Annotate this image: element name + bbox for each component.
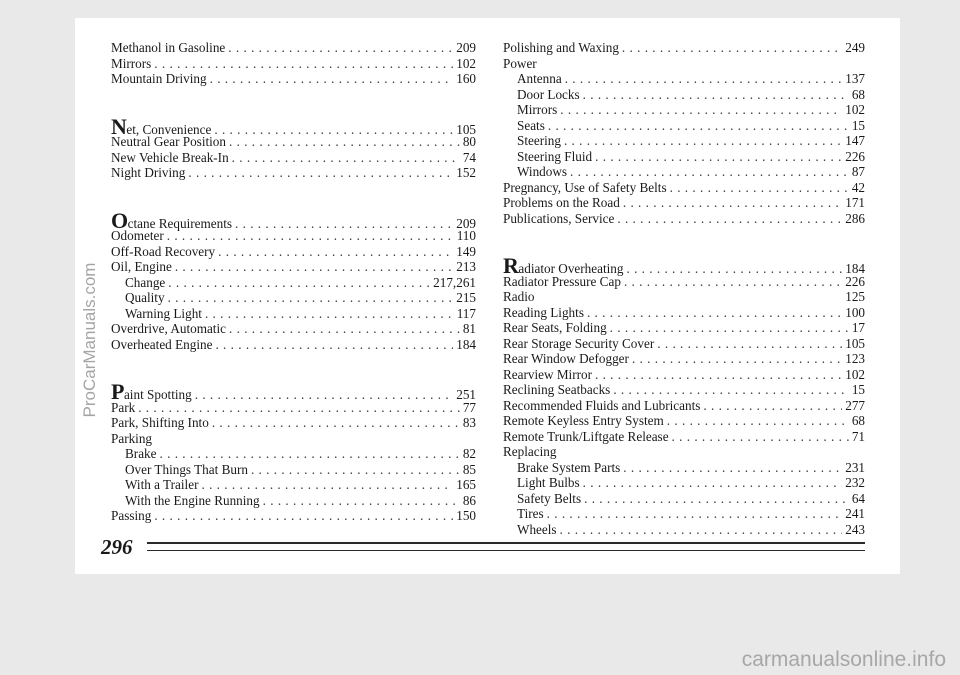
index-entry-label — [503, 351, 629, 367]
index-entry-page: 249 — [845, 40, 865, 55]
index-entry-page: 82 — [462, 446, 476, 461]
index-entry-text: Replacing — [503, 444, 557, 459]
index-entry — [111, 431, 476, 447]
index-entry-text: Park — [111, 399, 136, 415]
drop-cap-letter: R — [503, 253, 519, 278]
leader-dots — [703, 398, 842, 414]
index-entry — [111, 306, 476, 322]
index-entry-label — [517, 102, 557, 118]
index-entry-text: Mountain Driving — [111, 71, 207, 86]
index-entry-label — [111, 134, 226, 150]
index-entry — [503, 382, 865, 398]
index-entry — [503, 305, 865, 321]
index-entry — [111, 165, 476, 181]
index-entry — [503, 71, 865, 87]
index-entry — [503, 274, 865, 290]
leader-dots — [587, 305, 842, 321]
leader-dots — [154, 508, 453, 524]
index-entry-page: 87 — [851, 164, 865, 179]
index-entry-page: 232 — [845, 475, 865, 490]
index-entry — [111, 477, 476, 493]
index-entry-label — [503, 195, 620, 211]
leader-dots — [570, 164, 849, 180]
index-entry-page: 277 — [845, 397, 865, 413]
index-entry-page: 147 — [845, 133, 865, 148]
index-entry-text: Remote Keyless Entry System — [503, 413, 664, 428]
index-entry — [111, 493, 476, 509]
leader-dots — [218, 244, 453, 260]
index-group-m — [111, 40, 476, 87]
leader-dots — [167, 228, 454, 244]
index-entry-page: 102 — [845, 366, 865, 382]
leader-dots — [251, 462, 460, 478]
index-entry-label — [125, 306, 202, 322]
index-entry-label — [503, 40, 619, 56]
index-entry-label — [125, 290, 165, 306]
leader-dots — [560, 522, 843, 538]
index-entry-label — [503, 336, 654, 352]
index-entry-page: 102 — [456, 55, 476, 71]
index-entry-page: 137 — [845, 71, 865, 86]
index-entry-text: Warning Light — [125, 305, 202, 321]
index-entry-label — [111, 40, 225, 56]
manual-page — [75, 18, 900, 574]
index-entry-text: Radiator Pressure Cap — [503, 273, 621, 289]
index-entry-text: Rear Window Defogger — [503, 351, 629, 366]
leader-dots — [188, 165, 453, 181]
index-entry-text: Reading Lights — [503, 304, 584, 320]
index-entry — [503, 491, 865, 507]
index-entry — [503, 289, 865, 305]
index-entry-label — [111, 71, 207, 87]
leader-dots — [168, 290, 454, 306]
index-entry-label — [111, 150, 229, 166]
index-entry-text: Overdrive, Automatic — [111, 321, 226, 336]
index-group-p — [111, 379, 476, 524]
index-entry-page: 42 — [851, 179, 865, 195]
index-entry-label — [111, 228, 164, 244]
index-entry-label — [111, 508, 151, 524]
index-entry-text: Pregnancy, Use of Safety Belts — [503, 179, 667, 195]
leader-dots — [565, 71, 843, 87]
index-entry-label — [111, 259, 172, 275]
drop-cap-letter: O — [111, 207, 128, 233]
index-entry-text: Door Locks — [517, 86, 580, 102]
leader-dots — [595, 149, 842, 165]
bottom-watermark: carmanualsonline.info — [741, 648, 946, 671]
index-entry-page: 102 — [845, 102, 865, 117]
index-entry — [503, 102, 865, 118]
index-entry — [111, 40, 476, 56]
index-entry-label — [125, 493, 260, 509]
index-entry-label — [503, 211, 614, 227]
index-entry — [111, 508, 476, 524]
index-entry-label — [517, 87, 580, 103]
index-entry-text: Steering — [517, 133, 561, 148]
index-entry-text: Rear Seats, Folding — [503, 320, 607, 335]
index-entry-label — [517, 118, 545, 134]
index-entry-label — [111, 244, 215, 260]
index-entry-text: Neutral Gear Position — [111, 134, 226, 149]
index-entry — [111, 290, 476, 306]
index-entry-text: Polishing and Waxing — [503, 40, 619, 55]
index-entry — [111, 259, 476, 275]
index-entry-label — [111, 165, 185, 181]
index-entry — [503, 320, 865, 336]
index-entry — [503, 133, 865, 149]
index-entry-label — [503, 429, 669, 445]
index-entry-text: Rearview Mirror — [503, 366, 592, 382]
index-entry-page: 217,261 — [433, 274, 476, 290]
index-entry-text: Methanol in Gasoline — [111, 40, 226, 55]
index-entry-page: 123 — [845, 351, 865, 366]
index-entry — [111, 113, 476, 139]
index-entry-label — [517, 149, 592, 165]
index-entry-text: Park, Shifting Into — [111, 415, 209, 430]
leader-dots — [617, 211, 842, 227]
index-entry — [111, 56, 476, 72]
index-entry-label — [125, 462, 248, 478]
index-entry — [503, 211, 865, 227]
index-entry-label — [517, 475, 580, 491]
index-entry-label — [125, 477, 198, 493]
index-entry-text: Seats — [517, 117, 545, 133]
leader-dots — [657, 336, 842, 352]
index-entry-text: Steering Fluid — [517, 148, 593, 164]
index-entry — [111, 275, 476, 291]
index-entry-text: Tires — [517, 506, 544, 521]
index-entry — [111, 321, 476, 337]
index-entry-text: Safety Belts — [517, 490, 582, 506]
index-entry — [111, 337, 476, 353]
index-entry-label — [111, 337, 212, 353]
index-entry-text: et, Convenience — [126, 121, 212, 137]
index-entry-page: 83 — [462, 415, 476, 430]
index-entry-page: 68 — [851, 413, 865, 428]
index-column-left — [111, 40, 476, 524]
index-entry-label — [503, 289, 535, 305]
index-entry — [503, 336, 865, 352]
index-entry-text: Radio — [503, 289, 535, 304]
leader-dots — [232, 150, 460, 166]
index-entry-page: 152 — [456, 165, 476, 180]
index-entry — [111, 244, 476, 260]
index-entry-text: Light Bulbs — [517, 475, 580, 490]
index-entry-text: Recommended Fluids and Lubricants — [503, 397, 701, 413]
index-entry — [111, 150, 476, 166]
index-entry-label — [125, 446, 157, 462]
index-group-r — [503, 253, 865, 537]
leader-dots — [613, 382, 849, 398]
index-entry-text: Antenna — [517, 71, 562, 86]
leader-dots — [670, 180, 849, 196]
index-entry — [503, 87, 865, 103]
index-entry — [111, 415, 476, 431]
index-entry-text: New Vehicle Break-In — [111, 149, 229, 165]
index-entry-page: 17 — [851, 320, 865, 335]
index-entry-page: 81 — [462, 321, 476, 336]
index-entry-label — [517, 460, 620, 476]
page-number: 296 — [101, 535, 133, 559]
index-entry-page: 80 — [462, 134, 476, 149]
index-entry-text: Quality — [125, 290, 165, 305]
index-entry-label — [111, 400, 135, 416]
leader-dots — [595, 367, 842, 383]
footer-rule — [147, 542, 865, 551]
index-entry-text: Oil, Engine — [111, 259, 172, 274]
index-entry-label — [111, 56, 151, 72]
drop-cap-letter: P — [111, 379, 124, 404]
leader-dots — [263, 493, 460, 509]
index-entry-label — [517, 133, 561, 149]
index-entry-text: Reclining Seatbacks — [503, 382, 611, 397]
index-entry-text: Overheated Engine — [111, 336, 213, 352]
leader-dots — [623, 460, 842, 476]
leader-dots — [229, 321, 460, 337]
index-entry-page: 213 — [456, 259, 476, 274]
index-entry-label — [503, 398, 700, 414]
leader-dots — [667, 413, 849, 429]
index-entry — [503, 351, 865, 367]
index-entry-page: 226 — [845, 148, 865, 164]
index-entry — [111, 71, 476, 87]
index-entry-page: 68 — [851, 86, 865, 102]
index-entry-text: Mirrors — [517, 102, 558, 117]
index-entry-text: Passing — [111, 508, 152, 523]
index-entry — [111, 134, 476, 150]
drop-cap-letter: N — [111, 113, 127, 139]
leader-dots — [228, 40, 453, 56]
index-entry-page: 86 — [462, 492, 476, 508]
index-entry-page: 85 — [462, 461, 476, 477]
index-entry-label — [503, 320, 607, 336]
leader-dots — [632, 351, 842, 367]
index-entry-label — [111, 431, 152, 447]
index-entry-page: 110 — [456, 228, 476, 243]
index-entry-text: aint Spotting — [123, 387, 192, 402]
index-entry — [503, 164, 865, 180]
index-entry-label — [503, 382, 610, 398]
index-entry-page: 15 — [851, 382, 865, 397]
leader-dots — [610, 320, 849, 336]
index-entry-label — [125, 275, 165, 291]
index-entry-page: 226 — [845, 273, 865, 289]
index-entry — [503, 180, 865, 196]
index-entry — [503, 149, 865, 165]
leader-dots — [548, 118, 849, 134]
index-entry-label — [503, 274, 621, 290]
index-entry-label — [503, 367, 592, 383]
leader-dots — [210, 71, 454, 87]
leader-dots — [564, 133, 842, 149]
leader-dots — [584, 491, 849, 507]
leader-dots — [205, 306, 454, 322]
index-entry-page: 74 — [462, 149, 476, 165]
index-entry-page: 231 — [845, 459, 865, 475]
index-entry — [111, 400, 476, 416]
index-entry — [503, 413, 865, 429]
index-entry-text: adiator Overheating — [518, 261, 624, 276]
leader-dots — [624, 274, 842, 290]
index-entry-page: 165 — [456, 477, 476, 492]
index-entry-label — [517, 164, 567, 180]
leader-dots — [212, 415, 460, 431]
index-entry-label — [111, 321, 226, 337]
index-entry — [503, 118, 865, 134]
index-entry — [503, 40, 865, 56]
index-entry-label — [503, 180, 667, 196]
index-entry-text: Brake — [125, 446, 157, 461]
side-watermark: ProCarManuals.com — [80, 262, 99, 418]
index-entry-page: 105 — [456, 121, 476, 137]
index-entry-page: 184 — [845, 261, 865, 276]
index-entry-page: 215 — [456, 290, 476, 305]
index-entry-text: Night Driving — [111, 165, 186, 180]
index-entry — [111, 207, 476, 233]
leader-dots — [138, 400, 460, 416]
index-entry-page: 150 — [456, 508, 476, 523]
index-entry-text: Windows — [517, 164, 568, 179]
index-entry-text: Problems on the Road — [503, 195, 620, 210]
index-group-n — [111, 113, 476, 181]
index-entry-page: 15 — [851, 117, 865, 133]
index-entry-page: 71 — [851, 428, 865, 444]
index-entry-page: 286 — [845, 210, 865, 226]
leader-dots — [154, 56, 453, 72]
index-column-right — [503, 40, 865, 537]
index-entry — [503, 522, 865, 538]
index-entry-text: With a Trailer — [125, 477, 199, 492]
index-entry-label — [517, 71, 562, 87]
index-entry — [503, 429, 865, 445]
index-entry-page: 125 — [845, 289, 865, 304]
leader-dots — [560, 102, 842, 118]
index-entry-label — [503, 444, 556, 460]
index-entry-text: Wheels — [517, 521, 557, 537]
index-entry-text: Over Things That Burn — [125, 461, 248, 477]
index-entry-text: Off-Road Recovery — [111, 243, 216, 259]
index-entry-text: Change — [125, 274, 166, 290]
index-entry-label — [517, 522, 557, 538]
index-entry-label — [503, 56, 537, 72]
index-entry-text: Remote Trunk/Liftgate Release — [503, 428, 669, 444]
index-entry-text: Rear Storage Security Cover — [503, 335, 655, 351]
index-entry-page: 100 — [845, 304, 865, 320]
index-entry-text: ctane Requirements — [127, 215, 232, 231]
leader-dots — [622, 40, 842, 56]
leader-dots — [623, 195, 842, 211]
index-entry-text: Mirrors — [111, 55, 152, 71]
leader-dots — [168, 275, 430, 291]
index-entry-text: Odometer — [111, 228, 164, 243]
index-entry-page: 251 — [456, 387, 476, 402]
index-entry-page: 117 — [456, 305, 476, 321]
index-entry-label — [503, 413, 664, 429]
index-entry — [503, 56, 865, 72]
index-entry-page: 209 — [456, 40, 476, 55]
index-entry — [503, 253, 865, 278]
index-entry-label — [503, 305, 584, 321]
index-group-o — [111, 207, 476, 353]
index-entry-label — [517, 506, 544, 522]
index-entry — [503, 460, 865, 476]
leader-dots — [229, 134, 460, 150]
index-entry — [111, 446, 476, 462]
index-entry — [111, 228, 476, 244]
leader-dots — [583, 87, 849, 103]
index-entry — [503, 475, 865, 491]
leader-dots — [547, 506, 843, 522]
index-entry — [503, 367, 865, 383]
index-group-p-continued — [503, 40, 865, 226]
leader-dots — [215, 337, 453, 353]
index-entry — [111, 379, 476, 404]
index-entry-page: 171 — [845, 195, 865, 210]
index-entry-page: 105 — [845, 335, 865, 351]
index-entry-page: 160 — [456, 71, 476, 86]
index-entry-text: With the Engine Running — [125, 492, 260, 508]
index-entry-page: 243 — [845, 521, 865, 537]
index-entry — [503, 195, 865, 211]
index-entry — [503, 444, 865, 460]
index-entry-text: Power — [503, 55, 537, 71]
index-entry-page: 241 — [845, 506, 865, 521]
leader-dots — [175, 259, 453, 275]
index-entry-label — [517, 491, 581, 507]
index-entry — [503, 506, 865, 522]
leader-dots — [201, 477, 453, 493]
index-entry-text: Parking — [111, 430, 153, 446]
leader-dots — [583, 475, 843, 491]
index-entry-page: 77 — [462, 399, 476, 415]
index-entry-page: 149 — [456, 243, 476, 259]
leader-dots — [672, 429, 849, 445]
index-entry-label — [111, 415, 209, 431]
index-entry-text: Publications, Service — [503, 210, 615, 226]
index-entry-text: Brake System Parts — [517, 459, 621, 475]
index-entry-page: 184 — [456, 336, 476, 352]
index-entry-page: 64 — [851, 490, 865, 506]
index-entry — [503, 398, 865, 414]
index-entry-page: 209 — [456, 215, 476, 231]
index-entry — [111, 462, 476, 478]
leader-dots — [160, 446, 460, 462]
